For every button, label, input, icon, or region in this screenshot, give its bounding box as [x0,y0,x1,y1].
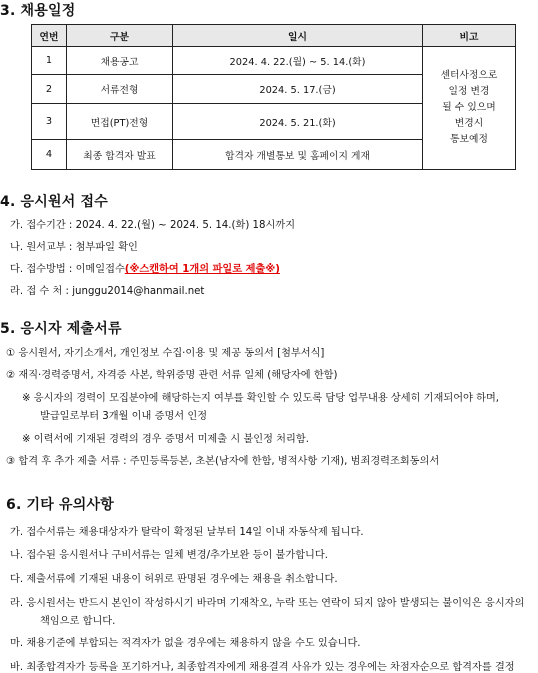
document-note-1-cont: 발급일로부터 3개월 이내 증명서 인정 [40,411,208,422]
note-line: 될 수 있으며 [442,102,496,113]
note-line: 변경시 [454,118,484,129]
row-category: 서류전형 [67,75,173,104]
receipt-method [10,260,280,275]
header-no: 연번 [32,25,67,47]
row-date: 2024. 4. 22.(월) ~ 5. 14.(화) [173,47,423,75]
table-row [32,47,516,75]
scan-instruction: (※스캔하여 1개의 파일로 제출※) [124,264,280,275]
row-category: 면접(PT)전형 [67,104,173,140]
row-number: 2 [32,75,67,104]
section-6-heading: 6. 기타 유의사항 [6,497,114,513]
section-4-heading: 4. 응시원서 접수 [0,194,108,210]
row-category: 채용공고 [67,47,173,75]
header-note: 비고 [423,25,516,47]
header-date: 일시 [173,25,423,47]
row-date: 2024. 5. 21.(화) [173,104,423,140]
document-note-1: ※ 응시자의 경력이 모집분야에 해당하는지 여부를 확인할 수 있도록 담당 업무내용 상세히 기재되어야 하며, [22,393,500,404]
receipt-email: 라. 접 수 처 : junggu2014@hanmail.net [10,286,205,297]
document-item-1: ① 응시원서, 자기소개서, 개인정보 수집·이용 및 제공 동의서 [첨부서식] [6,348,325,359]
notice-b: 나. 접수된 응시원서나 구비서류는 일체 변경/추가보완 등이 불가합니다. [10,550,328,561]
notice-e: 마. 채용기준에 부합되는 적격자가 없을 경우에는 채용하지 않을 수도 있습니다. [10,638,361,649]
notice-c: 다. 제출서류에 기재된 내용이 허위로 판명된 경우에는 채용을 취소합니다. [10,574,338,585]
section-5-heading: 5. 응시자 제출서류 [0,321,122,337]
notice-d-cont: 책임으로 합니다. [40,616,116,627]
row-category: 최종 합격자 발표 [67,140,173,170]
row-number: 1 [32,47,67,75]
receipt-method-label: 다. 접수방법 : 이메일접수 [10,264,125,275]
row-date: 2024. 5. 17.(금) [173,75,423,104]
notice-f: 바. 최종합격자가 등록을 포기하거나, 최종합격자에게 채용결격 사유가 있는 경우에는 차점자순으로 합격자를 결정 [10,662,515,673]
schedule-table [31,24,516,170]
schedule-note-cell [423,47,516,170]
document-note-2: ※ 이력서에 기재된 경력의 경우 증명서 미제출 시 불인정 처리함. [22,434,309,445]
row-number: 3 [32,104,67,140]
note-line: 통보예정 [450,134,488,145]
document-item-2: ② 재직·경력증명서, 자격증 사본, 학위증명 관련 서류 일체 (해당자에 한함) [6,370,338,381]
notice-a: 가. 접수서류는 채용대상자가 탈락이 확정된 날부터 14일 이내 자동삭제 됩니다. [10,527,364,538]
row-number: 4 [32,140,67,170]
row-date: 합격자 개별통보 및 홈페이지 게재 [173,140,423,170]
section-3-heading: 3. 채용일정 [0,3,76,19]
schedule-header-row [32,25,516,47]
application-form: 나. 원서교부 : 첨부파일 확인 [10,242,138,253]
notice-d: 라. 응시원서는 반드시 본인이 작성하시기 바라며 기재착오, 누락 또는 연락이 되지 않아 발생되는 불이익은 응시자의 [10,598,525,609]
receipt-period: 가. 접수기간 : 2024. 4. 22.(월) ~ 2024. 5. 14.(화) 18시까지 [10,220,296,231]
header-category: 구분 [67,25,173,47]
note-line: 센터사정으로 [440,70,498,81]
document-item-3: ③ 합격 후 추가 제출 서류 : 주민등록등본, 초본(남자에 한함, 병적사항 기재), 범죄경력조회동의서 [6,456,440,467]
note-line: 일정 변경 [448,86,490,97]
